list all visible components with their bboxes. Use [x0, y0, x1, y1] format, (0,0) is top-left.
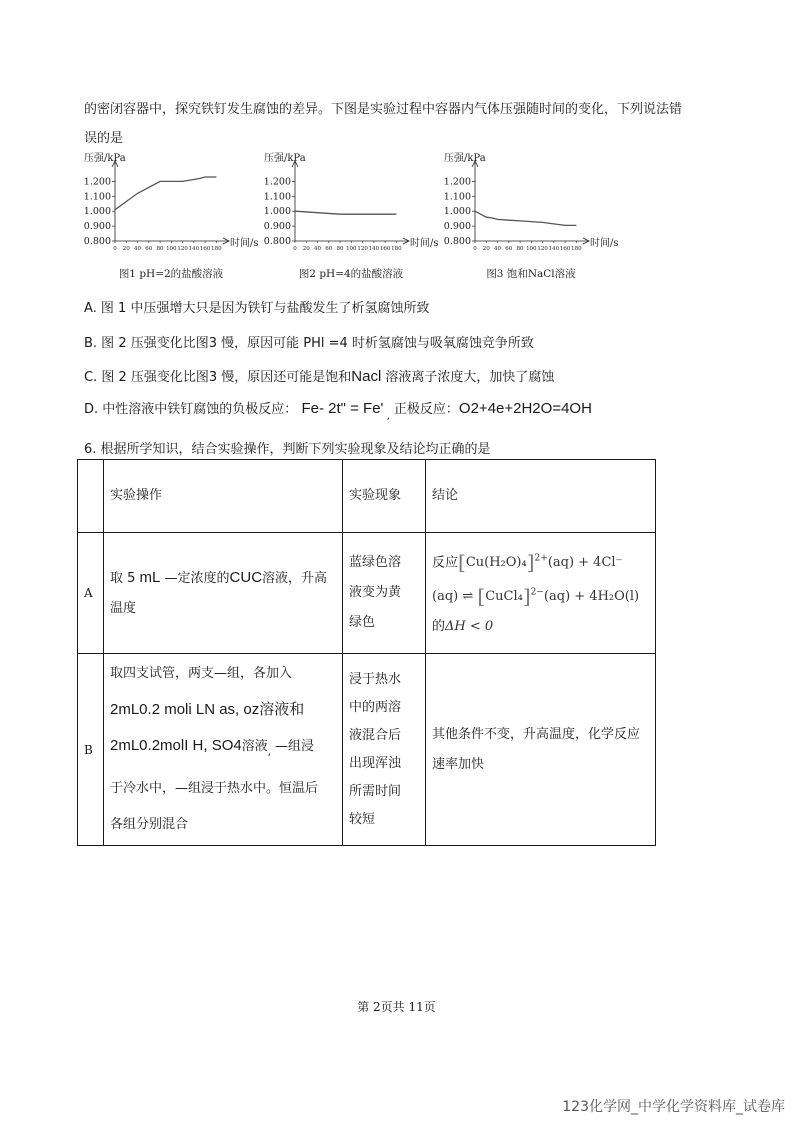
- option-a: A. 图 1 中压强增大只是因为铁钉与盐酸发生了析氢腐蚀所致: [84, 301, 430, 316]
- chart-series-line: [115, 177, 216, 210]
- row-a-complex-2: CuCl₄: [485, 589, 523, 605]
- row-a-operation-line-2: 温度: [110, 600, 137, 616]
- row-b-conclusion: [426, 654, 656, 846]
- row-a-complex-1: Cu(H₂O)₄: [465, 555, 527, 570]
- chart-x-tick-label: 0: [293, 246, 297, 252]
- chart-x-tick-label: 80: [516, 246, 524, 252]
- row-b-concl-line: 速率加快: [432, 756, 485, 772]
- chart-y-tick-label: 1.100: [263, 191, 291, 203]
- row-b-phen-line: 所需时间: [349, 783, 402, 799]
- row-b-op-line: 2mL0.2 moli LN as, oz溶液和: [110, 701, 305, 718]
- chart-svg: [262, 148, 440, 284]
- chart-x-tick-label: 180: [211, 246, 222, 252]
- chart-caption: 图1 pH=2的盐酸溶液: [118, 268, 224, 280]
- chart-svg: [442, 148, 620, 284]
- row-a-phen-line: 蓝绿色溶: [349, 555, 402, 570]
- row-b-concl-line: 其他条件不变，升高温度，化学反应: [432, 726, 641, 742]
- chart-x-tick-label: 140: [368, 246, 380, 252]
- chart-x-tick-label: 120: [537, 246, 548, 252]
- chart-y-tick-label: 1.200: [263, 176, 291, 188]
- row-b-op-text-2: —组浸: [270, 739, 315, 754]
- table-header-row: [78, 460, 656, 533]
- row-a-enthalpy: ΔH < 0: [445, 619, 494, 635]
- row-b-op-chem: 2mL0.2molI H, SO4: [110, 737, 242, 754]
- chart-caption: 图3 饱和NaCl溶液: [486, 268, 576, 280]
- option-d-cathode-label: 正极反应：: [389, 402, 459, 417]
- chart-y-tick-label: 0.900: [263, 221, 291, 233]
- chart-x-tick-label: 160: [379, 246, 391, 252]
- chart-x-tick-label: 20: [302, 246, 310, 252]
- chart-figure-1: [82, 148, 260, 284]
- option-c-text-end: 溶液离子浓度大，加快了腐蚀: [381, 370, 555, 385]
- row-a-equation-part-2: (aq) ⇌ [CuCl₄]$^{2-}$(aq) + 4H₂O(l): [432, 584, 640, 609]
- row-a-charge-1: 2+: [534, 553, 548, 564]
- page-footer: [0, 998, 793, 1015]
- option-d-anode-equation: Fe- 2t" = Fe': [297, 400, 384, 417]
- chart-y-tick-label: 0.800: [83, 236, 111, 247]
- row-b-phen-line: 出现浑浊: [349, 755, 402, 771]
- chart-y-tick-label: 1.000: [263, 206, 291, 218]
- intro-line-2: 误的是: [84, 131, 124, 146]
- chart-x-tick-label: 40: [314, 246, 322, 252]
- chart-figure-2: [262, 148, 440, 284]
- option-d-text: D. 中性溶液中铁钉腐蚀的负极反应：: [84, 402, 298, 417]
- row-b-op-line: 于冷水中，—组浸于热水中。恒温后: [110, 781, 319, 796]
- row-a-op-unit: mL: [139, 568, 161, 586]
- intro-line-1: 的密闭容器中，探究铁钉发生腐蚀的差异。下图是实验过程中容器内气体压强随时间的变化，下列说法错: [84, 102, 683, 117]
- chart-x-tick-label: 120: [357, 246, 368, 252]
- footer-text: 第: [357, 1000, 374, 1014]
- chart-x-tick-label: 120: [177, 246, 188, 252]
- row-b-phen-line: 液混合后: [349, 727, 402, 743]
- chart-x-tick-label: 160: [199, 246, 211, 252]
- chart-x-axis-label: 时间/s: [410, 238, 439, 249]
- row-a-phenomenon: [343, 533, 426, 654]
- row-a-conclusion: [426, 533, 656, 654]
- chart-x-tick-label: 100: [346, 246, 357, 252]
- chart-y-tick-label: 1.100: [83, 191, 111, 203]
- chart-series-line: [475, 211, 576, 225]
- option-d-cathode-equation: O2+4e+2H2O=4OH: [458, 400, 592, 417]
- option-c-chem: Nacl: [351, 368, 382, 385]
- chart-y-tick-label: 0.900: [443, 221, 471, 233]
- row-a-concl-line-3: [432, 612, 649, 642]
- chart-y-tick-label: 1.000: [443, 206, 471, 218]
- experiment-table: [77, 459, 656, 846]
- row-a-charge-2: 2−: [530, 588, 544, 598]
- chart-x-tick-label: 60: [145, 246, 153, 252]
- chart-x-tick-label: 100: [526, 246, 537, 252]
- chart-x-tick-label: 140: [188, 246, 200, 252]
- row-b-op-line: 取四支试管，两支—组，各加入: [110, 666, 293, 681]
- header-conclusion: 结论: [426, 460, 656, 533]
- header-label-cell: [78, 460, 104, 533]
- chart-y-tick-label: 0.800: [443, 236, 471, 247]
- chart-y-tick-label: 0.900: [83, 221, 111, 233]
- chart-x-tick-label: 180: [391, 246, 402, 252]
- row-a-op-chem: CUC: [229, 568, 263, 586]
- table-row-b: [78, 654, 656, 846]
- row-a-operation: [104, 533, 343, 654]
- row-a-label: A: [78, 533, 104, 654]
- row-b-op-line: 各组分别混合: [110, 817, 189, 832]
- option-c-text: C. 图 2 压强变化比图3 慢，原因还可能是饱和: [84, 370, 352, 385]
- chart-x-axis-label: 时间/s: [590, 238, 619, 249]
- chart-y-axis-label: 压强/kPa: [84, 153, 126, 164]
- row-a-equilibrium: (aq) ⇌: [432, 589, 478, 605]
- row-a-concl-line-1: [432, 544, 649, 578]
- row-b-op-line: [110, 728, 336, 771]
- chart-x-tick-label: 0: [113, 246, 117, 252]
- chart-x-tick-label: 20: [482, 246, 490, 252]
- row-b-phenomenon: [343, 654, 426, 846]
- row-a-op-text-2: —定浓度的: [160, 570, 230, 586]
- chart-x-tick-label: 20: [122, 246, 130, 252]
- chart-figure-3: [442, 148, 620, 284]
- chart-series-line: [295, 211, 396, 214]
- table-row-a: [78, 533, 656, 654]
- row-a-equation-tail-1: (aq) + 4Cl⁻: [547, 555, 623, 570]
- row-a-equation-part-1: $[Cu(H_2O)_4]^{2+}(aq) + 4Cl^-$: [458, 550, 623, 574]
- site-watermark: 123化学网_中学化学资料库_试卷库: [562, 1099, 785, 1115]
- chart-x-tick-label: 60: [325, 246, 333, 252]
- chart-y-tick-label: 1.000: [83, 206, 111, 218]
- chart-x-tick-label: 40: [494, 246, 502, 252]
- row-a-concl-text-2: 的: [432, 619, 446, 635]
- chart-y-axis-label: 压强/kPa: [264, 153, 306, 164]
- chart-x-tick-label: 80: [156, 246, 164, 252]
- chart-x-tick-label: 100: [166, 246, 177, 252]
- chart-y-tick-label: 0.800: [263, 236, 291, 247]
- footer-total-pages: 11: [408, 1000, 424, 1014]
- row-a-op-text: 取 5: [110, 570, 140, 586]
- chart-x-tick-label: 180: [571, 246, 582, 252]
- footer-text-3: 页: [423, 1000, 436, 1014]
- row-b-phen-line: 较短: [349, 811, 376, 827]
- row-b-op-text: 溶液: [241, 739, 268, 754]
- chart-caption: 图2 pH=4的盐酸溶液: [298, 268, 404, 280]
- option-d: [84, 398, 592, 422]
- question-6-prompt: 6. 根据所学知识，结合实验操作，判断下列实验现象及结论均正确的是: [84, 442, 491, 457]
- chart-x-tick-label: 140: [548, 246, 560, 252]
- row-a-operation-line-1: [110, 563, 336, 594]
- row-b-operation: [104, 654, 343, 846]
- row-b-op-comma: ,: [267, 747, 271, 758]
- row-a-phen-line: 液变为黄: [349, 585, 402, 600]
- row-b-label: B: [78, 654, 104, 846]
- chart-x-tick-label: 40: [134, 246, 142, 252]
- footer-text-2: 页共: [380, 1000, 409, 1014]
- chart-x-tick-label: 0: [473, 246, 477, 252]
- row-a-op-text-3: 溶液，升高: [262, 570, 328, 586]
- chart-x-tick-label: 160: [559, 246, 571, 252]
- chart-y-tick-label: 1.200: [443, 176, 471, 188]
- row-a-concl-text: 反应: [432, 555, 459, 570]
- footer-page-number: 2: [373, 1000, 381, 1014]
- option-d-comma: ,: [383, 411, 390, 422]
- chart-svg: [82, 148, 260, 284]
- chart-x-tick-label: 60: [505, 246, 513, 252]
- chart-y-tick-label: 1.200: [83, 176, 111, 188]
- chart-y-axis-label: 压强/kPa: [444, 153, 486, 164]
- row-b-phen-line: 浸于热水: [349, 671, 402, 687]
- chart-x-axis-label: 时间/s: [230, 238, 259, 249]
- header-operation: 实验操作: [104, 460, 343, 533]
- row-b-phen-line: 中的两溶: [349, 699, 402, 715]
- option-c: [84, 366, 554, 385]
- chart-x-tick-label: 80: [336, 246, 344, 252]
- row-a-equation-tail-2: (aq) + 4H₂O(l): [543, 589, 640, 605]
- row-a-phen-line: 绿色: [349, 615, 376, 630]
- row-a-concl-line-2: [432, 578, 649, 612]
- header-phenomenon: 实验现象: [343, 460, 426, 533]
- chart-y-tick-label: 1.100: [443, 191, 471, 203]
- option-b: B. 图 2 压强变化比图3 慢，原因可能 PHl =4 时析氢腐蚀与吸氧腐蚀竞争所致: [84, 336, 534, 351]
